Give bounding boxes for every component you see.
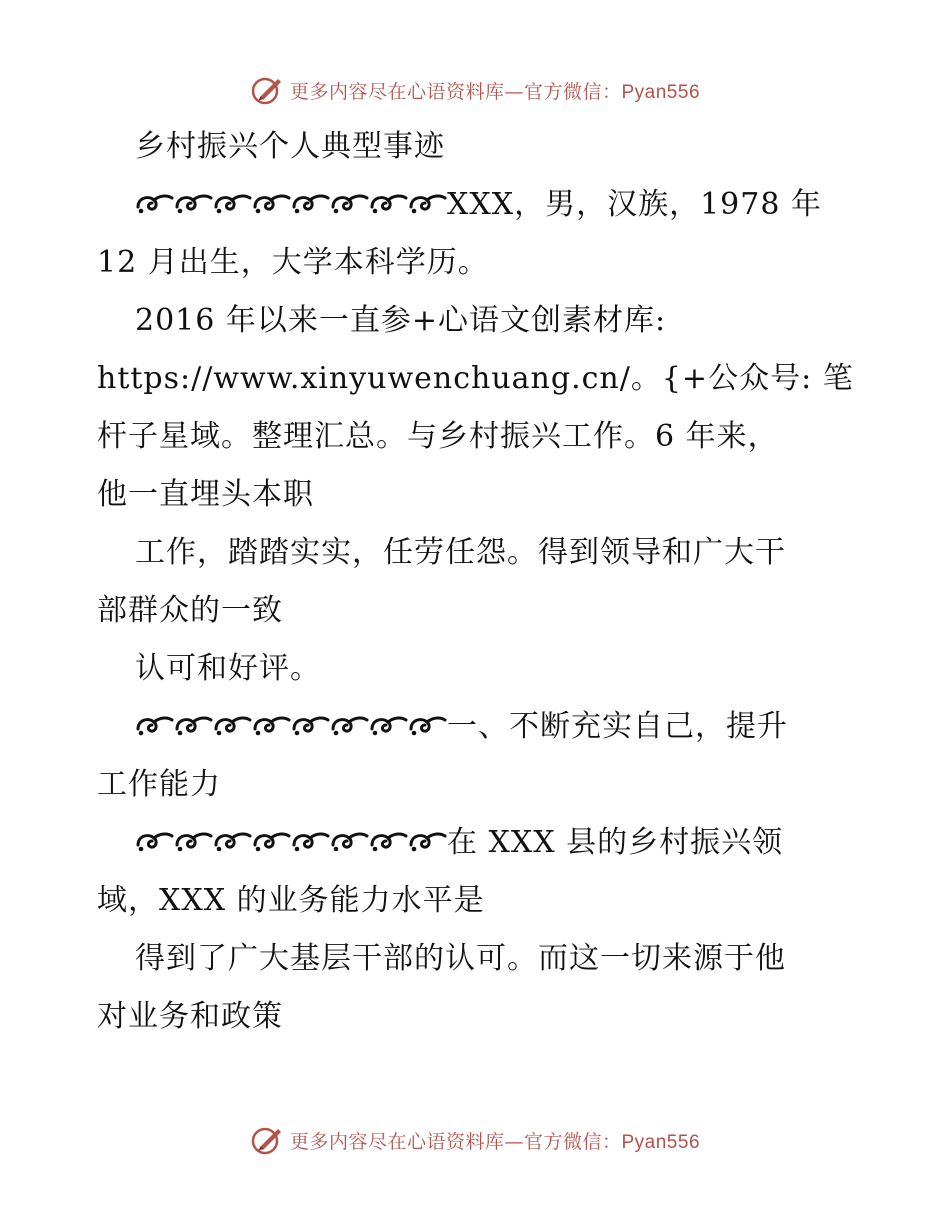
text-line: 得到了广大基层干部的认可。而这一切来源于他 — [135, 941, 786, 976]
section-heading: 一、不断充实自己，提升 — [97, 698, 857, 756]
text-line: 他一直埋头本职 — [97, 477, 314, 512]
header-watermark — [0, 70, 950, 110]
section-heading-cont: 工作能力 — [97, 767, 221, 802]
text-line: 2016 年以来一直参+心语文创素材库: — [135, 303, 667, 338]
text-line: 工作，踏踏实实，任劳任怨。得到领导和广大干 — [135, 535, 786, 570]
quill-pen-logo-icon — [250, 73, 284, 107]
swirl-ornament-icon — [135, 701, 447, 759]
document-body — [97, 118, 857, 1046]
text-line: XXX，男，汉族，1978 年 — [97, 176, 857, 234]
text-line-url: https://www.xinyuwenchuang.cn/。{+公众号: 笔 — [97, 361, 854, 396]
watermark-text: 更多内容尽在心语资料库—官方微信：Pyan556 — [289, 80, 701, 103]
watermark-text: 更多内容尽在心语资料库—官方微信：Pyan556 — [289, 1130, 701, 1153]
swirl-ornament-icon — [135, 817, 447, 875]
quill-pen-logo-icon — [250, 1123, 284, 1157]
text-line: 认可和好评。 — [135, 651, 321, 686]
text-line: 部群众的一致 — [97, 593, 283, 628]
text-line: 12 月出生，大学本科学历。 — [97, 245, 489, 280]
text-line: 域，XXX 的业务能力水平是 — [97, 883, 485, 918]
footer-watermark — [0, 1120, 950, 1160]
swirl-ornament-icon — [135, 179, 447, 237]
text-line: 在 XXX 县的乡村振兴领 — [97, 814, 857, 872]
text-line: 杆子星域。整理汇总。与乡村振兴工作。6 年来， — [97, 419, 779, 454]
text-line: 对业务和政策 — [97, 999, 283, 1034]
document-title: 乡村振兴个人典型事迹 — [135, 129, 445, 164]
